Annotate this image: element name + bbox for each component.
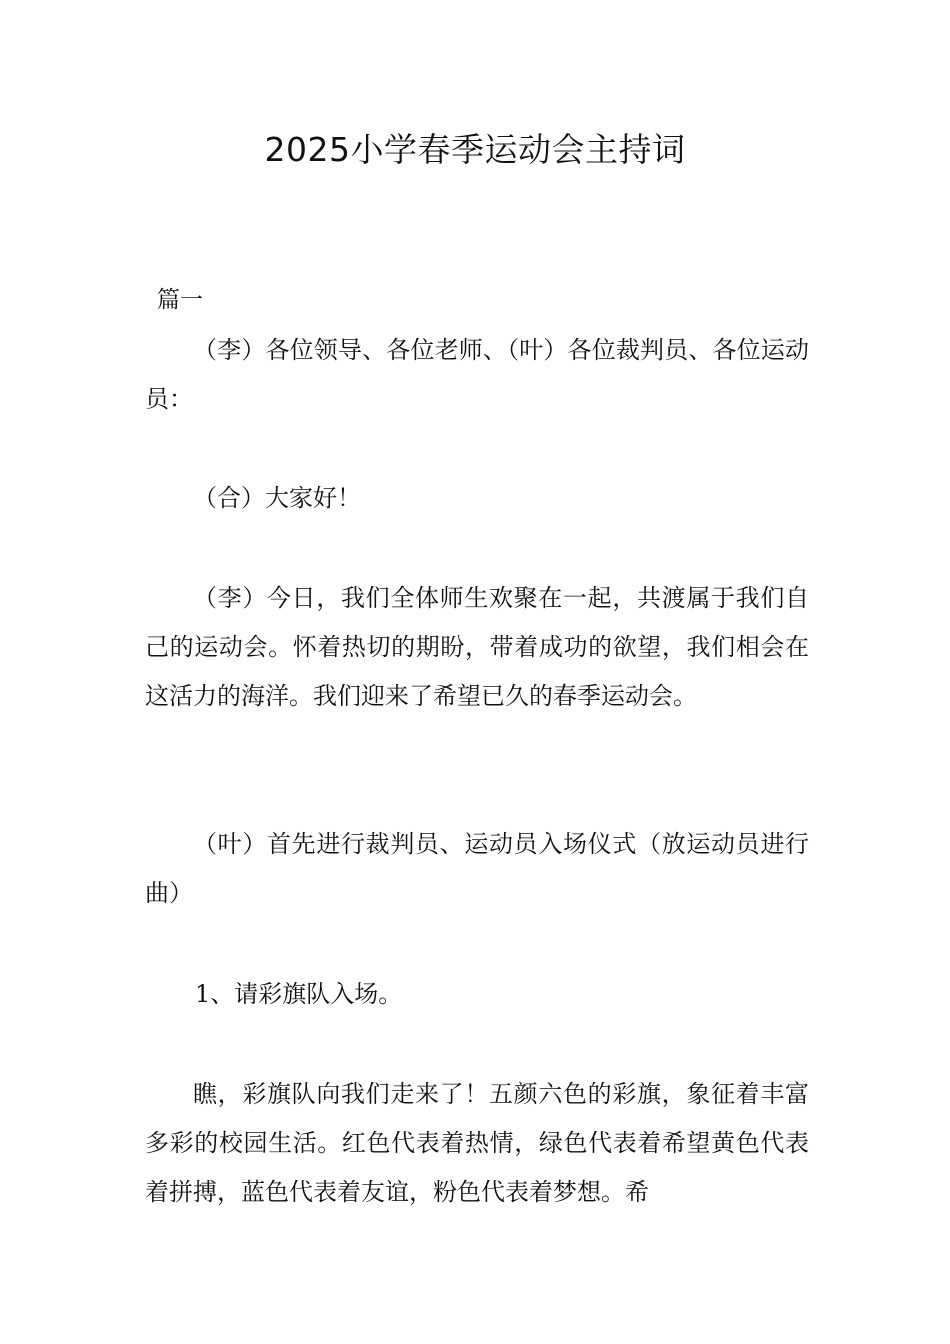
section-label: 篇一	[157, 287, 203, 313]
document-title: 2025小学春季运动会主持词	[264, 130, 686, 169]
paragraph-flag-description: 瞧，彩旗队向我们走来了！五颜六色的彩旗，象征着丰富多彩的校园生活。红色代表着热情，绿色代表着希望黄色代表着拼搏，蓝色代表着友谊，粉色代表着梦想。希	[145, 1080, 809, 1206]
paragraph-hello: （合）大家好！	[193, 484, 361, 512]
paragraph-greeting: （李）各位领导、各位老师、（叶）各位裁判员、各位运动员：	[145, 336, 809, 413]
paragraph-opening: （李）今日，我们全体师生欢聚在一起，共渡属于我们自己的运动会。怀着热切的期盼，带着成功的欲望，我们相会在这活力的海洋。我们迎来了希望已久的春季运动会。	[145, 584, 809, 710]
paragraph-entrance-ceremony: （叶）首先进行裁判员、运动员入场仪式（放运动员进行曲）	[145, 830, 809, 907]
paragraph-flag-team: 1、请彩旗队入场。	[195, 980, 403, 1008]
